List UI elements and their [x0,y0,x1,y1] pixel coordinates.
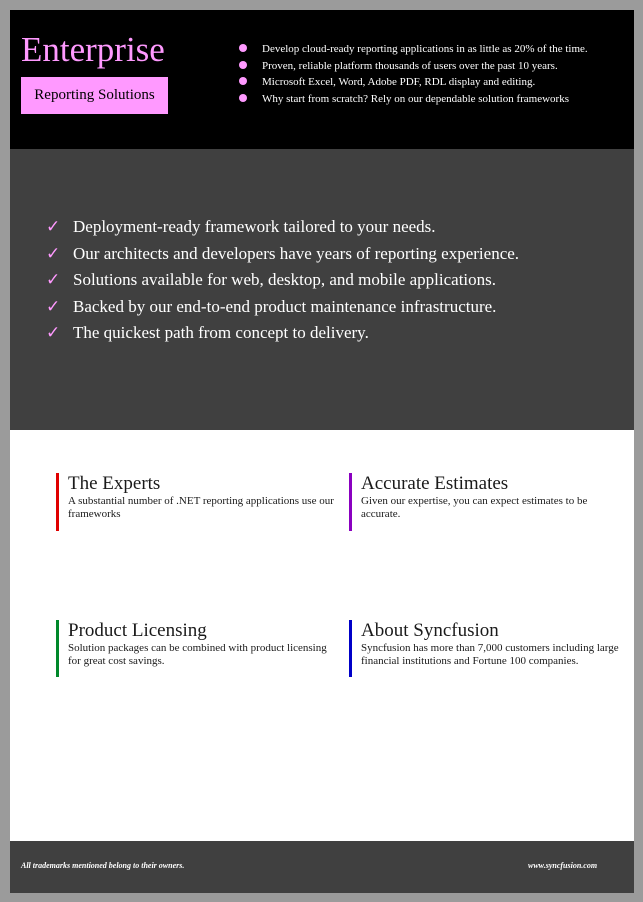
feature-accurate-estimates [349,473,611,531]
footer [10,841,634,893]
check-icon: ✓ [46,270,61,290]
header-bullet [239,91,588,108]
header-bullet-text: Why start from scratch? Rely on our dependable solution frameworks [262,92,569,105]
benefit-item [46,241,519,268]
bullet-dot-icon [239,61,247,69]
feature-title: The Experts [68,473,161,494]
feature-about-syncfusion [349,620,624,677]
benefit-item [46,320,519,347]
header-bullet [239,41,588,58]
check-icon: ✓ [46,243,61,264]
benefits-banner [10,149,634,430]
benefit-item [46,214,519,241]
feature-title: About Syncfusion [361,620,499,641]
check-icon: ✓ [46,296,61,317]
feature-text: Given our expertise, you can expect estimates to be accurate. [361,495,588,520]
check-icon: ✓ [46,323,61,343]
benefit-item [46,294,519,321]
benefit-item [46,267,519,294]
header-bullet [239,74,588,91]
bullet-dot-icon [239,77,247,85]
benefit-text: Our architects and developers have years of reporting experience. [73,243,520,263]
benefit-list [46,214,519,347]
header-bullet [239,58,588,75]
benefit-text: The quickest path from concept to delivery. [73,323,369,342]
brand-title: Enterprise [21,30,165,69]
benefit-text: Backed by our end-to-end product maintenance infrastructure. [73,296,497,316]
brand-subtitle: Reporting Solutions [21,77,168,114]
bullet-dot-icon [239,44,247,52]
feature-title: Accurate Estimates [361,473,509,494]
trademark-notice: All trademarks mentioned belong to their owners. [21,861,185,870]
feature-product-licensing [56,620,338,677]
check-icon: ✓ [46,217,61,237]
feature-the-experts [56,473,338,531]
benefit-text: Deployment-ready framework tailored to your needs. [73,217,436,236]
feature-title: Product Licensing [68,620,207,641]
header [10,10,634,149]
brochure-page [10,10,634,893]
header-bullet-text: Microsoft Excel, Word, Adobe PDF, RDL display and editing. [262,76,536,88]
header-bullet-text: Proven, reliable platform thousands of users over the past 10 years. [262,59,558,72]
website-link[interactable]: www.syncfusion.com [528,861,598,870]
benefit-text: Solutions available for web, desktop, and mobile applications. [73,270,497,289]
feature-text: Solution packages can be combined with product licensing for great cost savings. [68,642,327,667]
header-bullet-text: Develop cloud-ready reporting applications in as little as 20% of the time. [262,43,588,55]
bullet-dot-icon [239,94,247,102]
feature-text: A substantial number of .NET reporting applications use our frameworks [68,495,334,520]
feature-text: Syncfusion has more than 7,000 customers including large financial institutions and Fortune 100 companies. [361,642,619,667]
header-bullet-list [239,41,588,107]
